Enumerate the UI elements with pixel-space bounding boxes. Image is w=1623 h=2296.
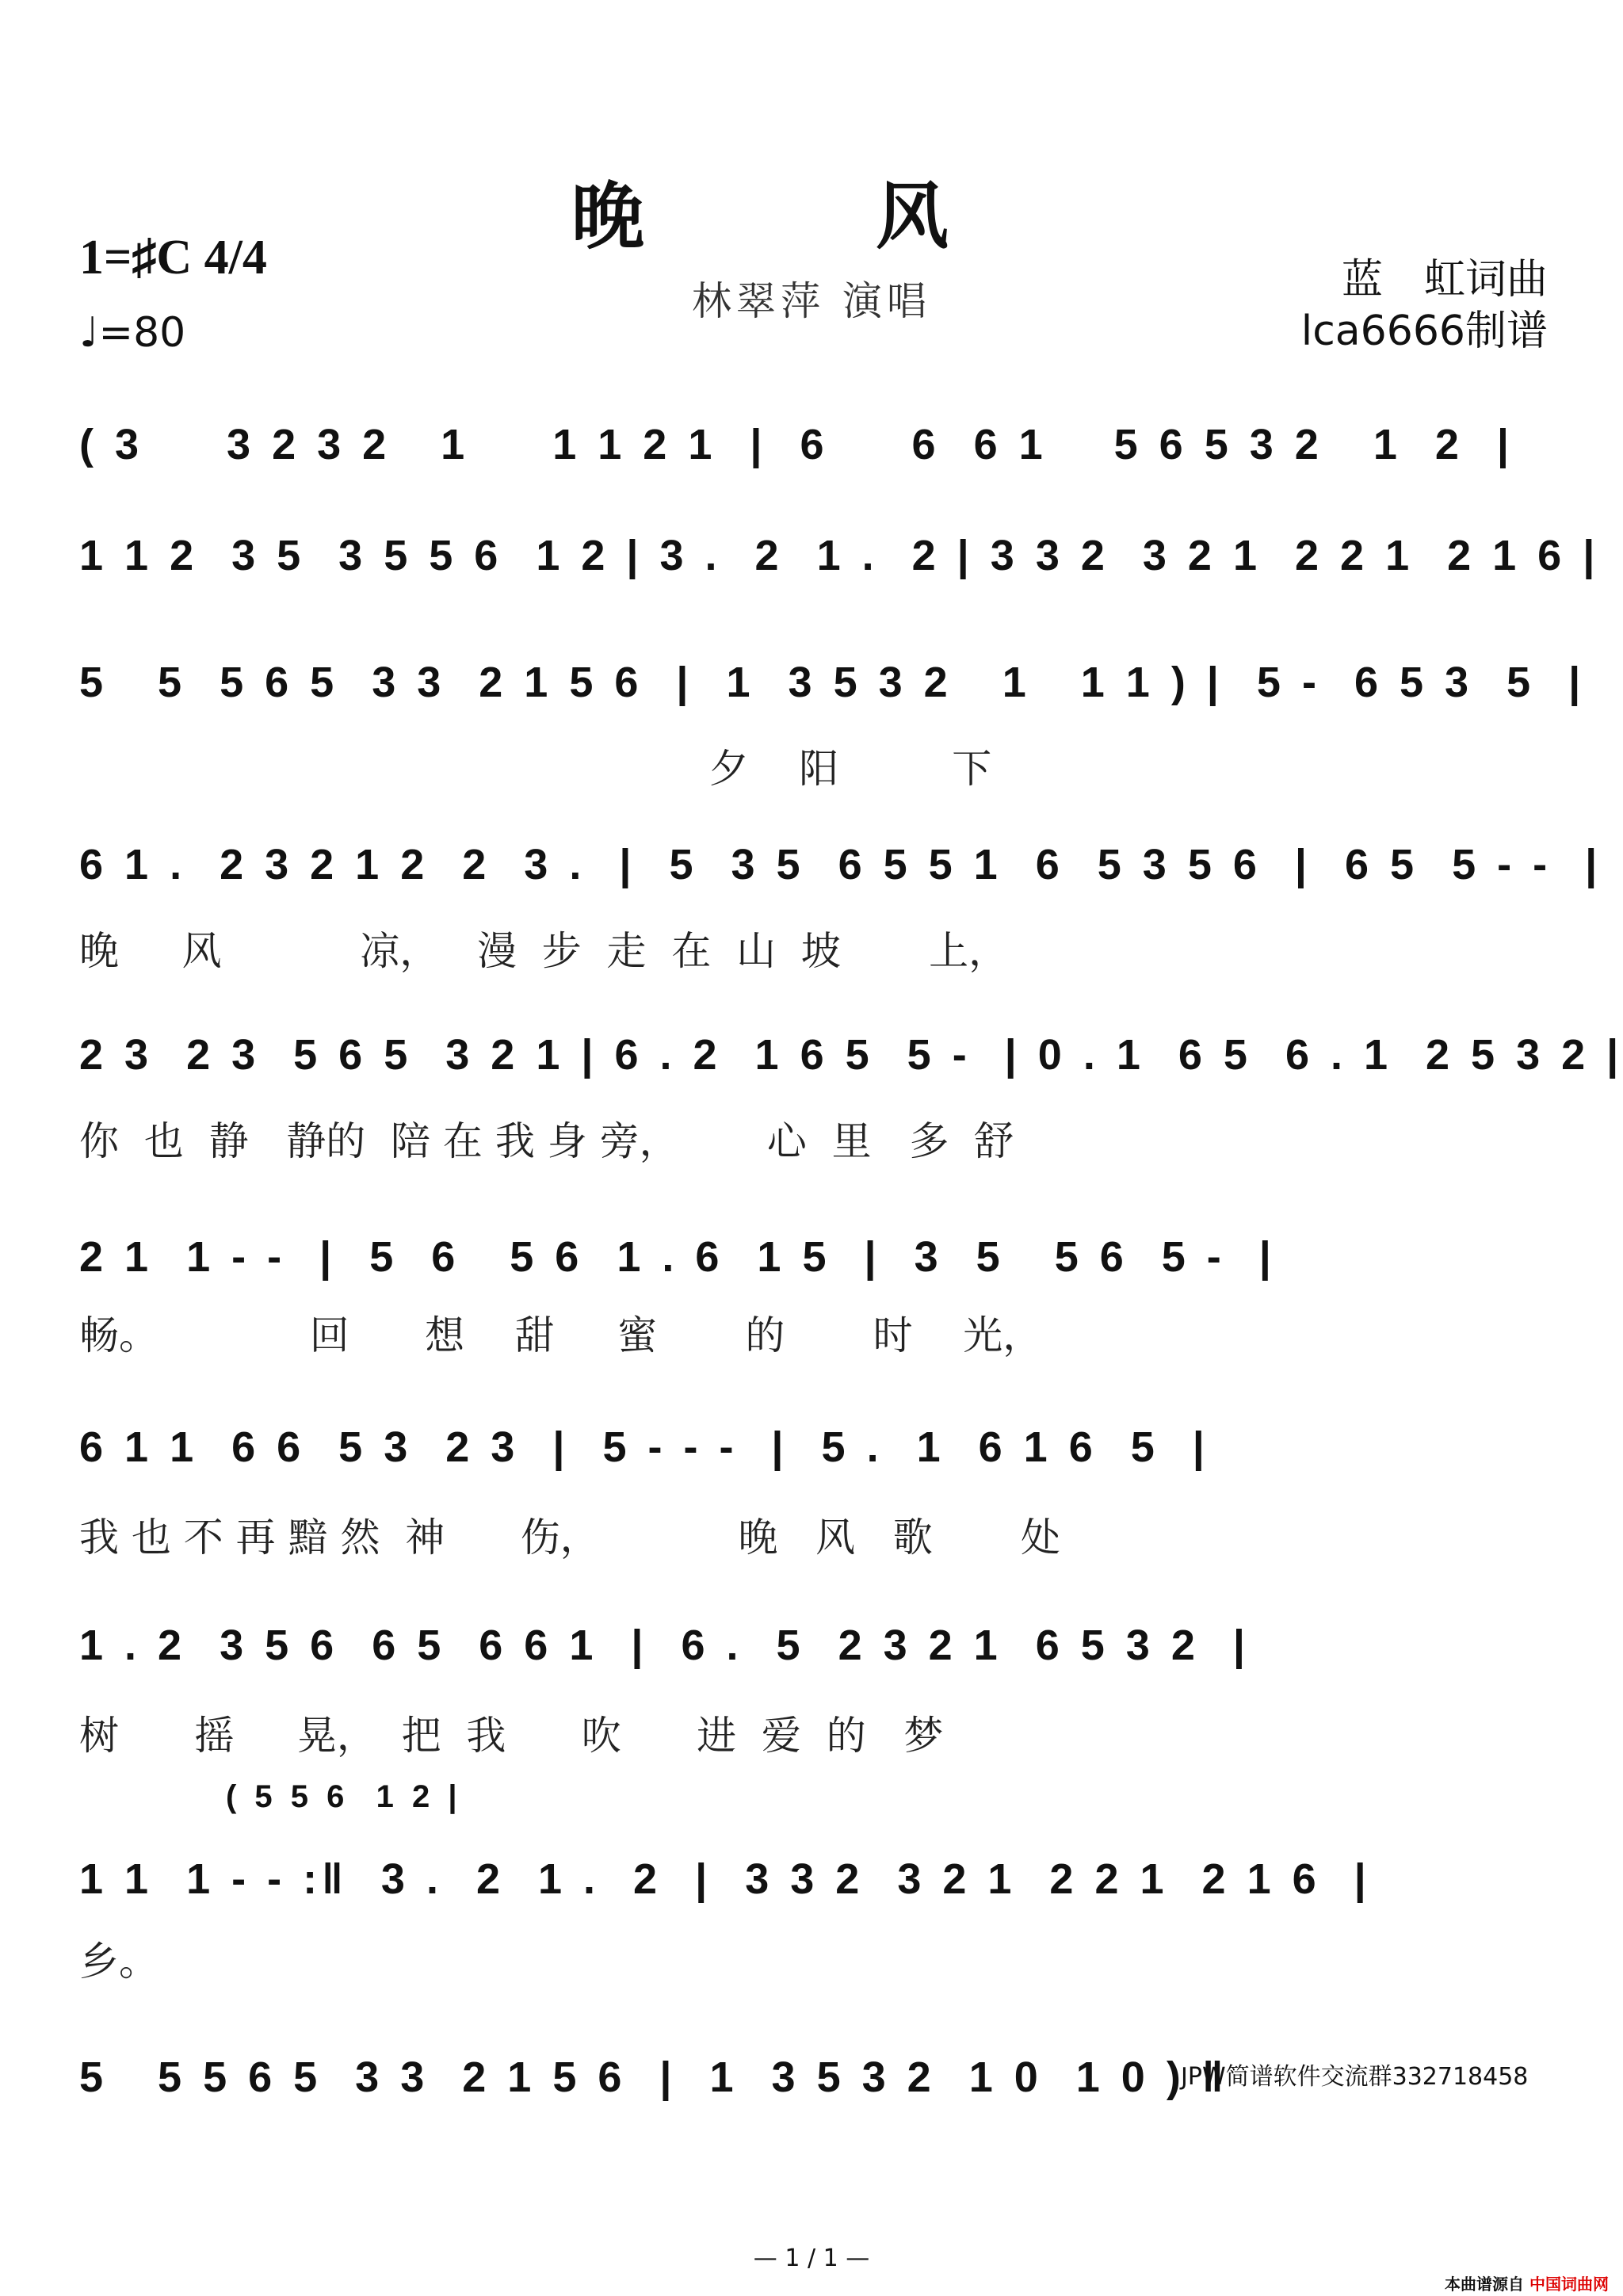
- lyrics-line-5: 你 也 静 静的 陪 在 我 身 旁， 心 里 多 舒: [79, 1118, 1014, 1164]
- source-site: 中国词曲网: [1529, 2275, 1609, 2294]
- staff-line-1: ( 3 3 2 3 2 1 1 1 2 1 | 6 6 6 1 5 6 5 3 2 1 2 |: [79, 421, 1514, 468]
- lyrics-line-8: 树 摇 晃， 把 我 吹 进 爱 的 梦: [79, 1713, 944, 1759]
- key-signature: 1=♯C 4/4: [79, 231, 267, 285]
- staff-line-10: 5 5 5 6 5 3 3 2 1 5 6 | 1 3 5 3 2 1 0 1 0 ) ‖: [79, 2053, 1228, 2101]
- lyrics-line-6: 畅。 回 想 甜 蜜 的 时 光，: [79, 1312, 1043, 1358]
- tempo-marking: ♩=80: [79, 309, 186, 357]
- staff-line-2: 1 1 2 3 5 3 5 5 6 1 2 | 3 . 2 1 . 2 | 3 3 2 3 2 1 2 2 1 2 1 6 |: [79, 532, 1600, 579]
- staff-line-5: 2 3 2 3 5 6 5 3 2 1 | 6 . 2 1 6 5 5 - | 0 . 1 6 5 6 . 1 2 5 3 2 |: [79, 1031, 1623, 1079]
- source-label: 本曲谱源自: [1445, 2275, 1525, 2294]
- staff-line-6: 2 1 1 - - | 5 6 5 6 1 . 6 1 5 | 3 5 5 6 5 - |: [79, 1233, 1276, 1281]
- staff-line-3: 5 5 5 6 5 3 3 2 1 5 6 | 1 3 5 3 2 1 1 1 ) | 5 - 6 5 3 5 |: [79, 659, 1586, 706]
- lyrics-line-7: 我 也 不 再 黯 然 神 伤， 晚 风 歌 处: [79, 1515, 1061, 1561]
- footer-note: JPW简谱软件交流群332718458: [1181, 2063, 1529, 2091]
- ossia-notes: ( 5 5 6 1 2 |: [226, 1779, 462, 1814]
- song-title: 晚 风: [571, 174, 1052, 259]
- composer-credit: 蓝 虹词曲: [1341, 256, 1548, 304]
- singer-credit: 林翠萍 演唱: [692, 278, 931, 324]
- lyrics-line-4: 晚 风 凉， 漫 步 走 在 山 坡 上，: [79, 928, 1009, 974]
- lyrics-line-9: 乡。: [79, 1939, 158, 1985]
- staff-line-7: 6 1 1 6 6 5 3 2 3 | 5 - - - | 5 . 1 6 1 6 5 |: [79, 1423, 1209, 1471]
- staff-line-4: 6 1 . 2 3 2 1 2 2 3 . | 5 3 5 6 5 5 1 6 5 3 5 6 | 6 5 5 - - |: [79, 841, 1602, 888]
- staff-line-9: 1 1 1 - - :‖ 3 . 2 1 . 2 | 3 3 2 3 2 1 2 2 1 2 1 6 |: [79, 1855, 1371, 1903]
- page-number: — 1 / 1 —: [753, 2244, 870, 2272]
- staff-line-8: 1 . 2 3 5 6 6 5 6 6 1 | 6 . 5 2 3 2 1 6 5 3 2 |: [79, 1622, 1250, 1669]
- source-credit: [1445, 2271, 1609, 2294]
- arranger-credit: lca6666制谱: [1300, 308, 1548, 355]
- lyrics-line-3: 夕 阳 下: [79, 746, 992, 792]
